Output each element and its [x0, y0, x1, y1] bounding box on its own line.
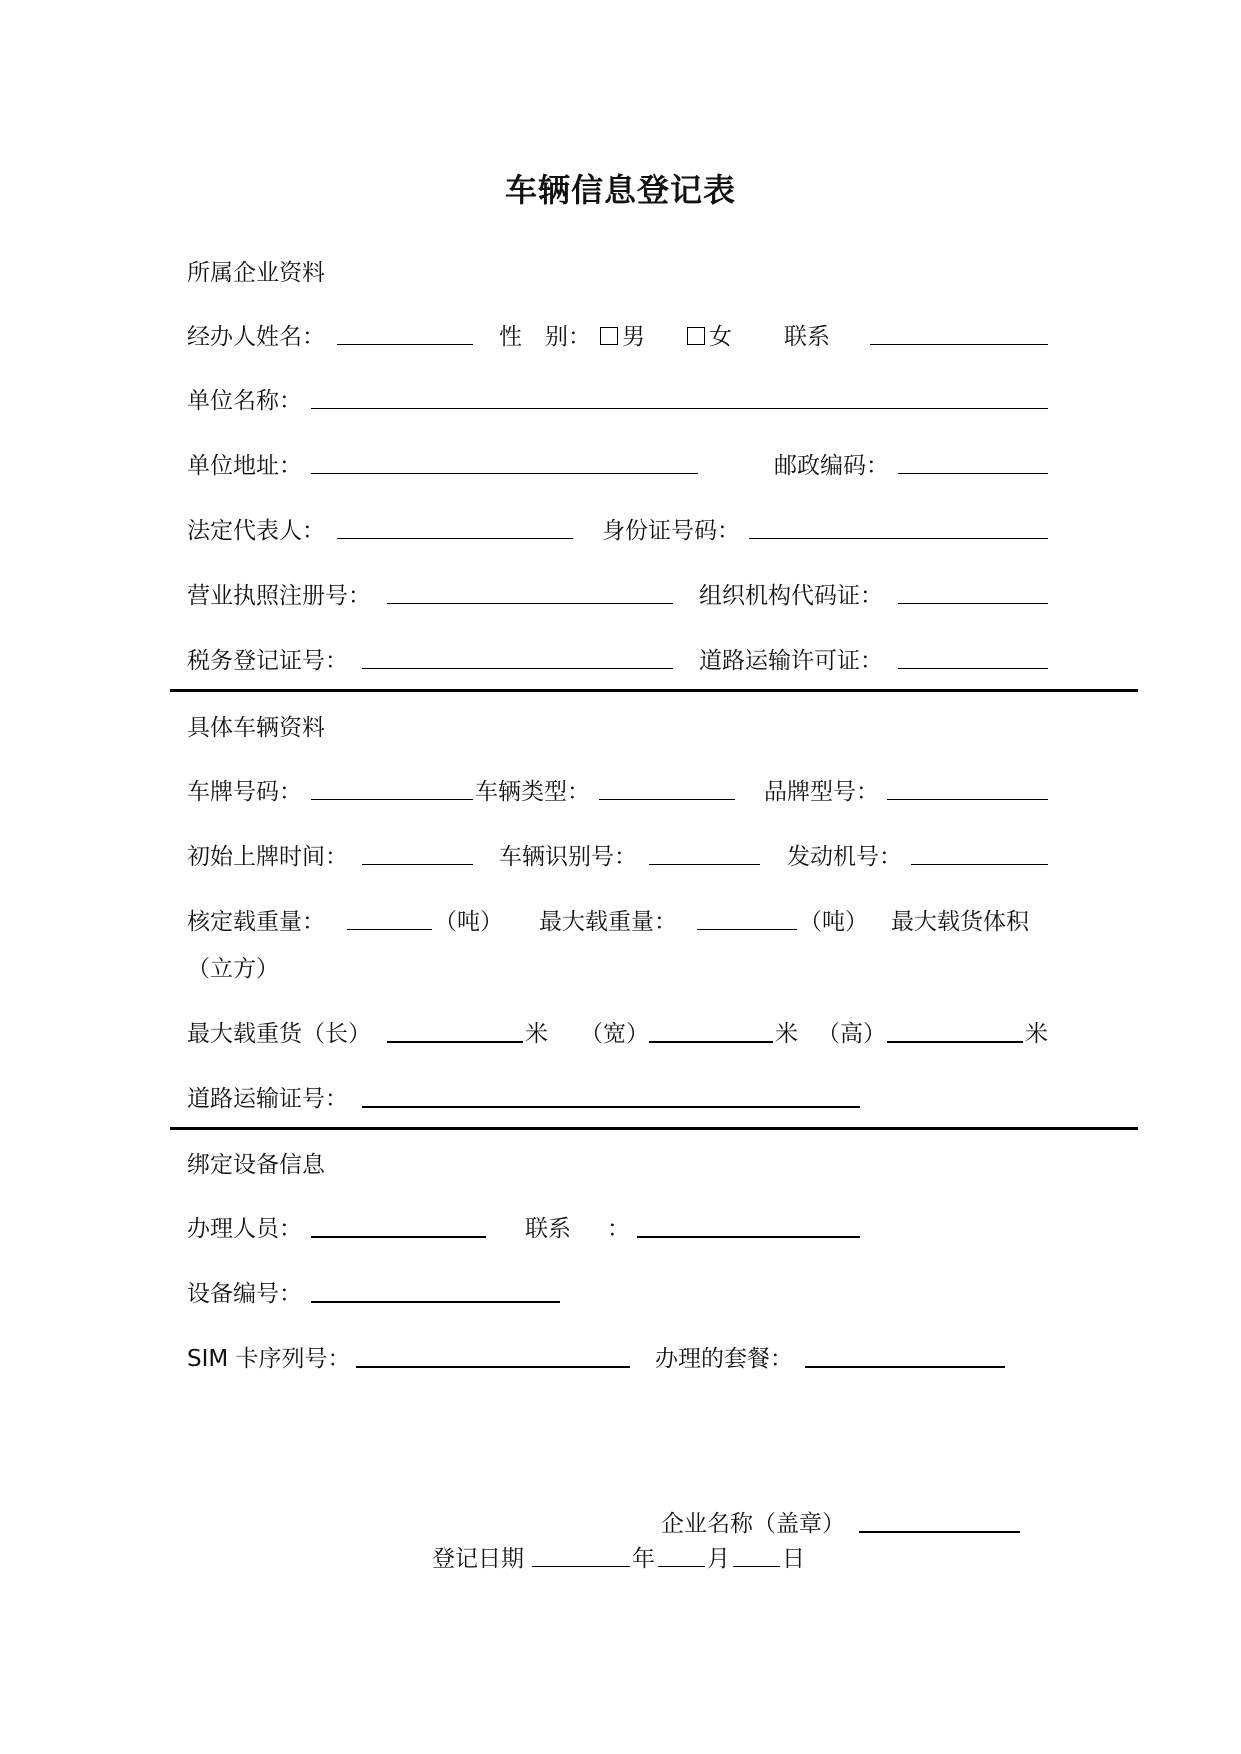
date-label: 登记日期 [432, 1546, 524, 1572]
unit-name-field[interactable] [311, 408, 1048, 409]
device-contact-colon: ： [607, 1216, 630, 1242]
first-reg-field[interactable] [362, 864, 473, 865]
plate-label: 车牌号码： [187, 779, 302, 805]
business-license-label: 营业执照注册号： [187, 583, 371, 609]
meter-unit-1: 米 [525, 1021, 548, 1047]
contact-label: 联系 [784, 324, 830, 350]
day-label: 日 [782, 1546, 805, 1572]
section-vehicle-heading: 具体车辆资料 [187, 715, 325, 741]
device-no-label: 设备编号： [187, 1281, 302, 1307]
height-field[interactable] [887, 1041, 1023, 1043]
road-cert-label: 道路运输证号： [187, 1086, 348, 1112]
company-seal-field[interactable] [859, 1531, 1020, 1533]
cubic-unit: （立方） [187, 956, 279, 982]
plate-field[interactable] [311, 799, 473, 800]
vin-field[interactable] [649, 864, 760, 865]
width-field[interactable] [649, 1041, 773, 1043]
device-contact-label: 联系 [525, 1216, 571, 1242]
gender-label: 性 别： [499, 324, 591, 350]
org-code-field[interactable] [898, 603, 1048, 604]
unit-address-label: 单位地址： [187, 453, 302, 479]
max-volume-label: 最大载货体积 [891, 909, 1029, 935]
meter-unit-2: 米 [775, 1021, 798, 1047]
length-field[interactable] [387, 1041, 523, 1043]
row-dimensions [187, 1015, 1087, 1047]
brand-model-field[interactable] [887, 799, 1048, 800]
row-date [0, 1540, 1241, 1572]
vin-label: 车辆识别号： [499, 844, 637, 870]
section-company-heading: 所属企业资料 [187, 260, 325, 286]
unit-name-label: 单位名称： [187, 388, 302, 414]
engine-no-field[interactable] [911, 864, 1048, 865]
day-field[interactable] [733, 1566, 780, 1567]
year-label: 年 [632, 1546, 655, 1572]
year-field[interactable] [532, 1566, 630, 1567]
postal-code-field[interactable] [898, 473, 1048, 474]
sim-serial-field[interactable] [356, 1366, 630, 1368]
ton-unit-2: （吨） [799, 909, 868, 935]
row-sim [187, 1340, 1087, 1372]
plan-label: 办理的套餐： [655, 1346, 793, 1372]
female-label: 女 [709, 324, 732, 350]
business-license-field[interactable] [387, 603, 673, 604]
rated-load-field[interactable] [347, 929, 432, 930]
sim-serial-label: 卡序列号： [228, 1346, 351, 1372]
section-divider [170, 1127, 1138, 1130]
row-handler [187, 318, 1087, 350]
handler-label: 经办人姓名： [187, 324, 325, 350]
month-label: 月 [707, 1546, 730, 1572]
postal-code-label: 邮政编码： [774, 453, 889, 479]
month-field[interactable] [658, 1566, 705, 1567]
road-cert-field[interactable] [362, 1106, 860, 1108]
engine-no-label: 发动机号： [787, 844, 902, 870]
max-load-label: 最大载重量： [539, 909, 677, 935]
row-road-cert [187, 1080, 1087, 1112]
contact-field[interactable] [870, 344, 1048, 345]
row-agent [187, 1210, 1087, 1242]
unit-address-field[interactable] [311, 473, 698, 474]
height-label: （高） [817, 1021, 886, 1047]
vehicle-type-label: 车辆类型： [475, 779, 590, 805]
agent-label: 办理人员： [187, 1216, 302, 1242]
device-contact-field[interactable] [637, 1236, 860, 1238]
legal-rep-label: 法定代表人： [187, 518, 325, 544]
female-checkbox[interactable] [687, 327, 705, 345]
dimensions-label: 最大载重货（长） [187, 1021, 371, 1047]
sim-prefix: SIM [187, 1346, 229, 1372]
form-title: 车辆信息登记表 [504, 171, 736, 209]
legal-rep-field[interactable] [337, 538, 573, 539]
male-label: 男 [622, 324, 645, 350]
row-license [187, 577, 1087, 609]
tax-reg-label: 税务登记证号： [187, 648, 348, 674]
id-number-field[interactable] [749, 538, 1048, 539]
first-reg-label: 初始上牌时间： [187, 844, 348, 870]
plan-field[interactable] [805, 1366, 1005, 1368]
org-code-label: 组织机构代码证： [699, 583, 883, 609]
row-tax [187, 642, 1087, 674]
vehicle-type-field[interactable] [599, 799, 735, 800]
meter-unit-3: 米 [1025, 1021, 1048, 1047]
max-load-field[interactable] [697, 929, 797, 930]
row-plate [187, 773, 1087, 805]
ton-unit-1: （吨） [434, 909, 503, 935]
male-checkbox[interactable] [600, 327, 618, 345]
row-load [187, 903, 1087, 935]
width-label: （宽） [580, 1021, 649, 1047]
company-seal-label: 企业名称（盖章） [661, 1511, 845, 1537]
brand-model-label: 品牌型号： [764, 779, 879, 805]
road-permit-field[interactable] [898, 668, 1048, 669]
handler-name-field[interactable] [337, 344, 473, 345]
tax-reg-field[interactable] [362, 668, 673, 669]
gender-female-option[interactable] [687, 318, 732, 351]
row-unit-address [187, 447, 1087, 479]
device-no-field[interactable] [311, 1301, 560, 1303]
row-cubic [187, 950, 1087, 982]
id-number-label: 身份证号码： [602, 518, 740, 544]
agent-field[interactable] [311, 1236, 486, 1238]
section-divider [170, 689, 1138, 692]
sim-label [187, 1340, 351, 1373]
row-legal-rep [187, 512, 1087, 544]
row-unit-name [187, 382, 1087, 414]
row-company-seal [0, 1505, 1241, 1537]
rated-load-label: 核定载重量： [187, 909, 325, 935]
row-device-no [187, 1275, 1087, 1307]
section-device-heading: 绑定设备信息 [187, 1152, 325, 1178]
gender-male-option[interactable] [600, 318, 645, 351]
row-first-reg [187, 838, 1087, 870]
road-permit-label: 道路运输许可证： [699, 648, 883, 674]
